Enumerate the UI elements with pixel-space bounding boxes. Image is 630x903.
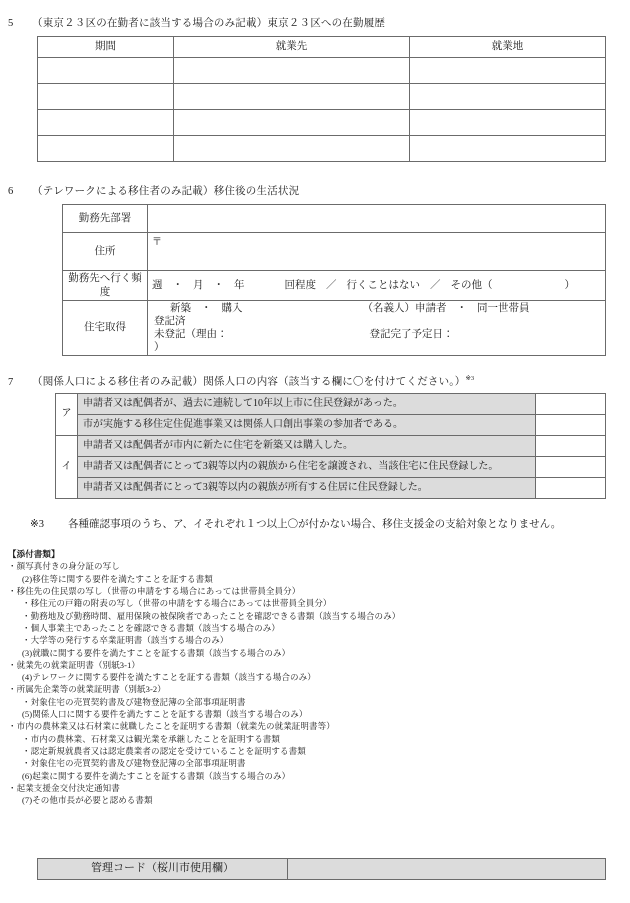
- group-label-a: ア: [56, 394, 78, 436]
- cell-period[interactable]: [38, 136, 174, 162]
- attachment-item: ・移住先の住民票の写し（世帯の申請をする場合にあっては世帯員全員分）: [8, 585, 301, 596]
- cell-worksite[interactable]: [410, 110, 606, 136]
- section-6-number: 6: [8, 186, 14, 197]
- section-5-heading: [0, 18, 630, 31]
- section-6-heading: [0, 186, 630, 199]
- row-commute-frequency: [63, 271, 606, 301]
- attachment-item: (7)その他市長が必要と認める書類: [22, 795, 153, 806]
- attachment-item: ・勤務地及び勤務時間、雇用保険の被保険者であったことを確認できる書類（該当する場合のみ）: [22, 610, 401, 621]
- freq-option-other[interactable]: その他（: [450, 279, 493, 291]
- column-header-worksite: 就業地: [410, 37, 606, 58]
- attachment-item: (6)起業に関する要件を満たすことを証する書類（該当する場合のみ）: [22, 770, 291, 781]
- label-admin-code: 管理コード（桜川市使用欄）: [38, 859, 288, 880]
- footnote-3: [0, 516, 630, 531]
- freq-option-other-close: ）: [564, 279, 575, 291]
- freq-unit-text: 回程度: [284, 279, 316, 291]
- attachment-item: (2)移住等に関する要件を満たすことを証する書類: [22, 573, 213, 584]
- housing-option-new-build[interactable]: 新築: [170, 302, 191, 314]
- housing-owner-applicant[interactable]: 申請者: [415, 302, 447, 314]
- freq-option-month[interactable]: 月: [193, 279, 204, 291]
- housing-option-purchase[interactable]: 購入: [221, 302, 243, 314]
- table-row: [56, 415, 606, 436]
- table-row: [38, 58, 606, 84]
- section-7-number: 7: [8, 376, 14, 388]
- statement-i1: 申請者又は配偶者が市内に新たに住宅を新築又は購入した。: [78, 436, 536, 457]
- freq-sep-2: ・: [213, 279, 224, 291]
- table-row: [38, 136, 606, 162]
- statement-i2: 申請者又は配偶者にとって3親等以内の親族から住宅を譲渡され、当該住宅に住民登録した。: [78, 457, 536, 478]
- freq-option-week[interactable]: 週: [152, 279, 163, 291]
- freq-slash-1: ／: [326, 279, 337, 291]
- column-header-period: 期間: [38, 37, 174, 58]
- attachment-item: ・所属先企業等の就業証明書（別紙3-2）: [8, 684, 166, 695]
- table-row: [56, 436, 606, 457]
- field-housing-acquisition[interactable]: [148, 301, 606, 356]
- section-5-title: （東京２３区の在勤者に該当する場合のみ記載）東京２３区への在勤履歴: [32, 18, 386, 29]
- attachments-list: [0, 548, 630, 807]
- table-row: [38, 859, 606, 880]
- housing-owner-sep: ・: [456, 302, 467, 314]
- section-5: [0, 18, 630, 53]
- attachment-item: ・市内の農林業、石材業又は観光業を承継したことを証明する書類: [22, 733, 281, 744]
- label-commute-frequency: 勤務先へ行く頻度: [63, 271, 148, 301]
- group-label-i: イ: [56, 436, 78, 499]
- section-7-note-ref: ※3: [465, 375, 475, 382]
- cell-period[interactable]: [38, 84, 174, 110]
- attachment-item: ・対象住宅の売買契約書及び建物登記簿の全部事項証明書: [22, 758, 246, 769]
- attachment-item: ・大学等の発行する卒業証明書（該当する場合のみ）: [22, 635, 229, 646]
- table-header-row: [38, 37, 606, 58]
- postal-code-mark: 〒: [152, 237, 162, 248]
- label-housing-acquisition: 住宅取得: [63, 301, 148, 356]
- housing-registration-due-label: 登記完了予定日：: [369, 329, 454, 340]
- cell-worksite[interactable]: [410, 136, 606, 162]
- section-6-title: （テレワークによる移住者のみ記載）移住後の生活状況: [32, 186, 300, 197]
- row-address: [63, 233, 606, 271]
- housing-option-registered[interactable]: 登記済: [154, 315, 186, 327]
- cell-period[interactable]: [38, 58, 174, 84]
- field-workplace-department[interactable]: [148, 205, 606, 233]
- section-5-number: 5: [8, 18, 14, 29]
- cell-worksite[interactable]: [410, 58, 606, 84]
- cell-employer[interactable]: [174, 110, 410, 136]
- freq-option-year[interactable]: 年: [234, 279, 245, 291]
- answer-cell-i3[interactable]: [536, 478, 606, 499]
- attachment-item: (4)テレワークに関する要件を満たすことを証する書類（該当する場合のみ）: [22, 672, 316, 683]
- label-address: 住所: [63, 233, 148, 271]
- answer-cell-a1[interactable]: [536, 394, 606, 415]
- attachments-title: 【添付書類】: [8, 549, 60, 559]
- row-workplace-department: [63, 205, 606, 233]
- table-row: [56, 394, 606, 415]
- field-admin-code[interactable]: [288, 859, 606, 880]
- attachment-item: ・移住元の戸籍の附表の写し（世帯の申請をする場合にあっては世帯員全員分）: [22, 598, 332, 609]
- post-migration-living-table: [62, 204, 606, 356]
- housing-owner-household-member[interactable]: 同一世帯員: [477, 302, 530, 314]
- field-address[interactable]: [148, 233, 606, 271]
- housing-line-unregistered: [152, 328, 601, 354]
- admin-code-table: [37, 858, 606, 880]
- cell-period[interactable]: [38, 110, 174, 136]
- section-7-title: （関係人口による移住者のみ記載）関係人口の内容（該当する欄に〇を付けてください。）: [32, 376, 466, 388]
- footnote-3-label: ※3: [30, 519, 45, 530]
- field-commute-frequency[interactable]: [148, 271, 606, 301]
- freq-option-never[interactable]: 行くことはない: [346, 279, 420, 291]
- cell-employer[interactable]: [174, 58, 410, 84]
- attachment-item: ・対象住宅の売買契約書及び建物登記簿の全部事項証明書: [22, 696, 246, 707]
- statement-a2: 市が実施する移住定住促進事業又は関係人口創出事業の参加者である。: [78, 415, 536, 436]
- work-history-table: [37, 36, 606, 162]
- housing-owner-label: （名義人）: [362, 302, 415, 314]
- attachment-item: ・個人事業主であったことを確認できる書類（該当する場合のみ）: [22, 622, 280, 633]
- attachment-item: ・顔写真付きの身分証の写し: [8, 561, 120, 572]
- housing-line3-close: ）: [154, 342, 165, 354]
- answer-cell-a2[interactable]: [536, 415, 606, 436]
- label-workplace-department: 勤務先部署: [63, 205, 148, 233]
- attachment-item: (3)就職に関する要件を満たすことを証する書類（該当する場合のみ）: [22, 647, 291, 658]
- attachment-item: ・認定新規就農者又は認定農業者の認定を受けていることを証明する書類: [22, 746, 306, 756]
- freq-sep-1: ・: [172, 279, 183, 291]
- housing-sep: ・: [201, 302, 212, 314]
- statement-i3: 申請者又は配偶者にとって3親等以内の親族が所有する住居に住民登録した。: [78, 478, 536, 499]
- housing-line-type: [152, 302, 601, 315]
- section-6: [0, 186, 630, 354]
- footnote-3-text: 各種確認事項のうち、ア、イそれぞれ１つ以上〇が付かない場合、移住支援金の支給対象となりません。: [68, 519, 562, 530]
- attachment-item: ・市内の農林業又は石材業に就職したことを証明する書類（就業先の就業証明書等）: [8, 721, 335, 732]
- column-header-employer: 就業先: [174, 37, 410, 58]
- attachment-item: ・就業先の就業証明書（別紙3-1）: [8, 659, 141, 670]
- freq-slash-2: ／: [430, 279, 441, 291]
- table-row: [38, 84, 606, 110]
- cell-employer[interactable]: [174, 84, 410, 110]
- answer-cell-i1[interactable]: [536, 436, 606, 457]
- statement-a1: 申請者又は配偶者が、過去に連続して10年以上市に住民登録があった。: [78, 394, 536, 415]
- section-7-heading: [0, 375, 630, 389]
- related-population-table: [55, 393, 606, 499]
- table-row: [38, 110, 606, 136]
- cell-employer[interactable]: [174, 136, 410, 162]
- housing-option-unregistered[interactable]: 未登記（理由：: [154, 329, 228, 340]
- answer-cell-i2[interactable]: [536, 457, 606, 478]
- table-row: [56, 457, 606, 478]
- table-row: [56, 478, 606, 499]
- attachment-item: ・起業支援金交付決定通知書: [8, 782, 120, 793]
- attachment-item: (5)関係人口に関する要件を満たすことを証する書類（該当する場合のみ）: [22, 709, 308, 720]
- section-7: [0, 375, 630, 493]
- row-housing-acquisition: [63, 301, 606, 356]
- cell-worksite[interactable]: [410, 84, 606, 110]
